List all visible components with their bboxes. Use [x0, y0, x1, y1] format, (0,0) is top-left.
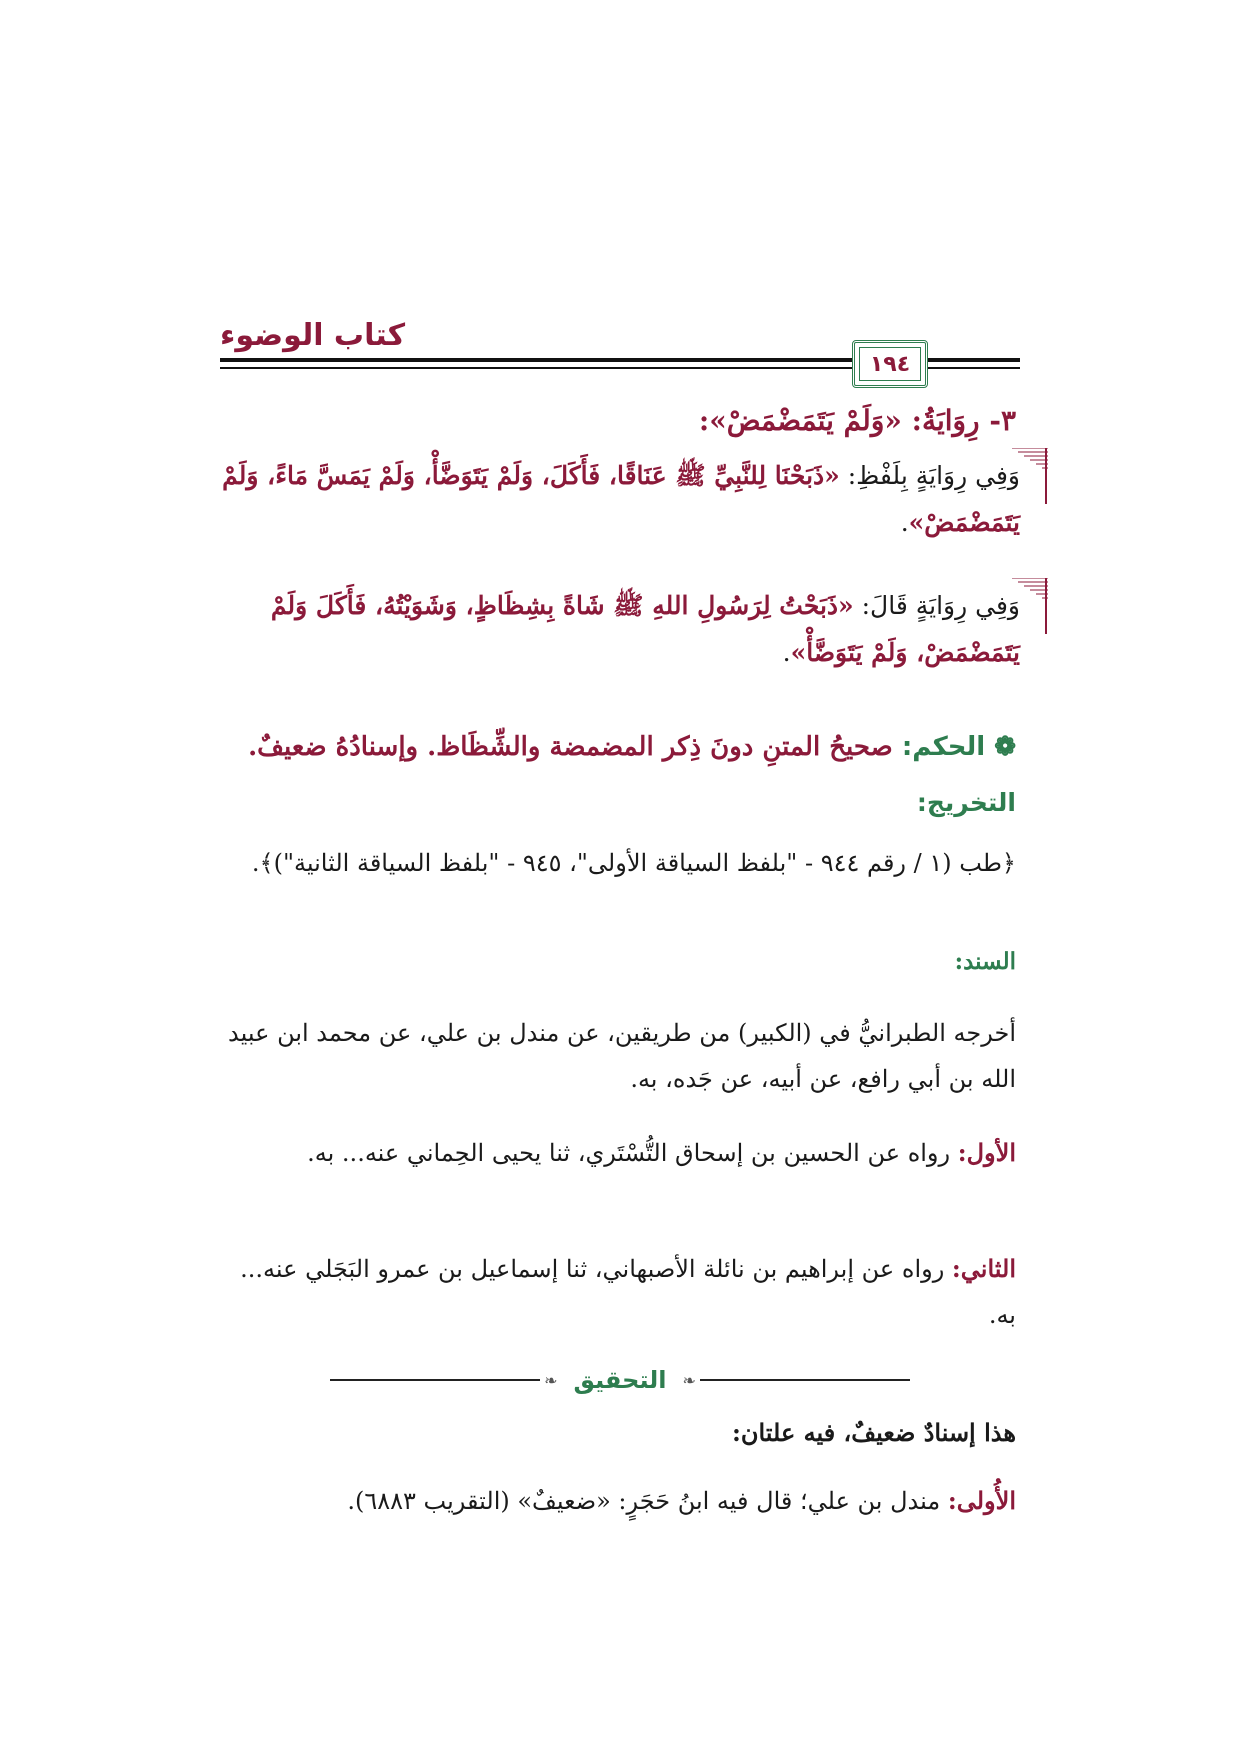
corner-ornament-icon: [1012, 578, 1048, 634]
flower-ornament-icon: ❁: [994, 732, 1016, 762]
takhrij-text: ﴿طب (١ / رقم ٩٤٤ - "بلفظ السياقة الأولى"، ٩٤٥ - "بلفظ السياقة الثانية")﴾.: [251, 849, 1016, 877]
ruling-label: الحكم:: [901, 732, 986, 762]
variant-quote: «ذَبَحْتُ لِرَسُولِ اللهِ ﷺ شَاةً بِشِظَاظٍ، وَشَوَيْتُهُ، فَأَكَلَ وَلَمْ يَتَمَضْمَضْ، وَلَمْ يَتَوَضَّأْ»: [270, 591, 1020, 667]
section-heading: ٣- رِوَايَةُ: «وَلَمْ يَتَمَضْمَضْ»:: [698, 404, 1016, 437]
divider-line: [330, 1379, 540, 1381]
variant-block: [220, 582, 1020, 676]
first-defect: [216, 1478, 1016, 1524]
corner-ornament-icon: [1012, 448, 1048, 504]
variant-intro: وَفِي رِوَايَةٍ قَالَ:: [853, 591, 1020, 620]
page-number: ١٩٤: [869, 351, 911, 377]
variant-end: .: [900, 508, 909, 537]
tahqiq-heading: التحقيق: [573, 1366, 667, 1394]
divider-line: [700, 1379, 910, 1381]
page-number-frame: [852, 340, 928, 388]
variant-end: .: [782, 638, 791, 667]
first-path-label: الأول:: [957, 1138, 1016, 1167]
first-path-text: رواه عن الحسين بن إسحاق التُّسْتَري، ثنا يحيى الحِماني عنه... به.: [307, 1139, 958, 1167]
second-path-label: الثاني:: [951, 1254, 1016, 1283]
book-title: كتاب الوضوء: [220, 318, 406, 353]
tahqiq-verdict: هذا إسنادٌ ضعيفٌ، فيه علتان:: [731, 1418, 1016, 1447]
sanad-second-path: [216, 1246, 1016, 1338]
first-defect-text: مندل بن علي؛ قال فيه ابنُ حَجَرٍ: «ضعيفٌ» (التقريب ٦٨٨٣).: [347, 1487, 948, 1515]
sanad-first-path: [216, 1130, 1016, 1176]
sanad-intro: أخرجه الطبرانيُّ في (الكبير) من طريقين، عن مندل بن علي، عن محمد ابن عبيد الله بن أبي رافع، عن أبيه، عن جَده، به.: [228, 1019, 1016, 1093]
variant-intro: وَفِي رِوَايَةٍ بِلَفْظِ:: [839, 461, 1020, 490]
second-path-text: رواه عن إبراهيم بن نائلة الأصبهاني، ثنا إسماعيل بن عمرو البَجَلي عنه... به.: [240, 1255, 1016, 1329]
divider-ornament-icon: ❧: [544, 1370, 558, 1390]
tahqiq-divider: [330, 1360, 910, 1400]
takhrij-heading: التخريج:: [916, 788, 1016, 817]
divider-ornament-icon: ❧: [682, 1370, 696, 1390]
ruling-text: صحيحُ المتنِ دونَ ذِكر المضمضة والشِّظَاظ. وإسنادُهُ ضعيفٌ.: [248, 732, 893, 762]
variant-quote: «ذَبَحْنَا لِلنَّبِيِّ ﷺ عَنَاقًا، فَأَكَلَ، وَلَمْ يَتَوَضَّأْ، وَلَمْ يَمَسَّ مَاءً، وَلَمْ يَتَمَضْمَضْ»: [222, 461, 1020, 537]
sanad-heading: السند:: [954, 948, 1016, 975]
first-defect-label: الأُولى:: [947, 1486, 1016, 1515]
ruling-line: [196, 732, 1016, 762]
variant-block: [220, 452, 1020, 546]
